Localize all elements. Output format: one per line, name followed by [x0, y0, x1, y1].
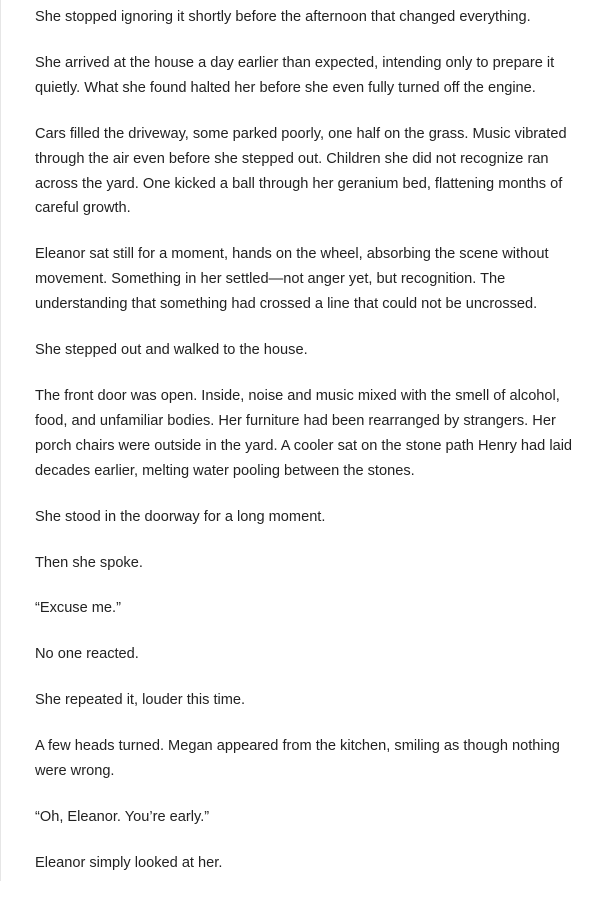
- paragraph: She stopped ignoring it shortly before the afternoon that changed everything.: [35, 9, 531, 25]
- paragraph: A few heads turned. Megan appeared from the kitchen, smiling as though nothing were wrong.: [35, 738, 560, 780]
- paragraph: Cars filled the driveway, some parked poorly, one half on the grass. Music vibrated through the air even before she stepped out. Children she did not recognize ran across the yard. One kicked a ball through her geranium bed, flattening months of careful growth.: [35, 125, 567, 217]
- paragraph: “Excuse me.”: [35, 600, 121, 617]
- paragraph: Eleanor sat still for a moment, hands on the wheel, absorbing the scene without movement. Something in her settled—not anger yet, but recognition. The understanding that something had crossed a line that could not be uncrossed.: [35, 246, 549, 313]
- paragraph: She stepped out and walked to the house.: [35, 342, 308, 359]
- paragraph: Eleanor simply looked at her.: [35, 854, 223, 871]
- paragraph: Then she spoke.: [35, 554, 143, 571]
- paragraph: No one reacted.: [35, 646, 139, 663]
- paragraph: “Oh, Eleanor. You’re early.”: [35, 808, 210, 825]
- paragraph: She repeated it, louder this time.: [35, 692, 246, 709]
- article-body: [35, 5, 583, 897]
- paragraph: She stood in the doorway for a long moment.: [35, 508, 326, 525]
- page-left-border: [0, 0, 1, 881]
- paragraph: She arrived at the house a day earlier than expected, intending only to prepare it quietly. What she found halted her before she even fully turned off the engine.: [35, 54, 555, 96]
- paragraph: The front door was open. Inside, noise and music mixed with the smell of alcohol, food, and unfamiliar bodies. Her furniture had been rearranged by strangers. Her porch chairs were outside in the yard. A cooler sat on the stone path Henry had laid decades earlier, melting water pooling between the stones.: [35, 387, 573, 479]
